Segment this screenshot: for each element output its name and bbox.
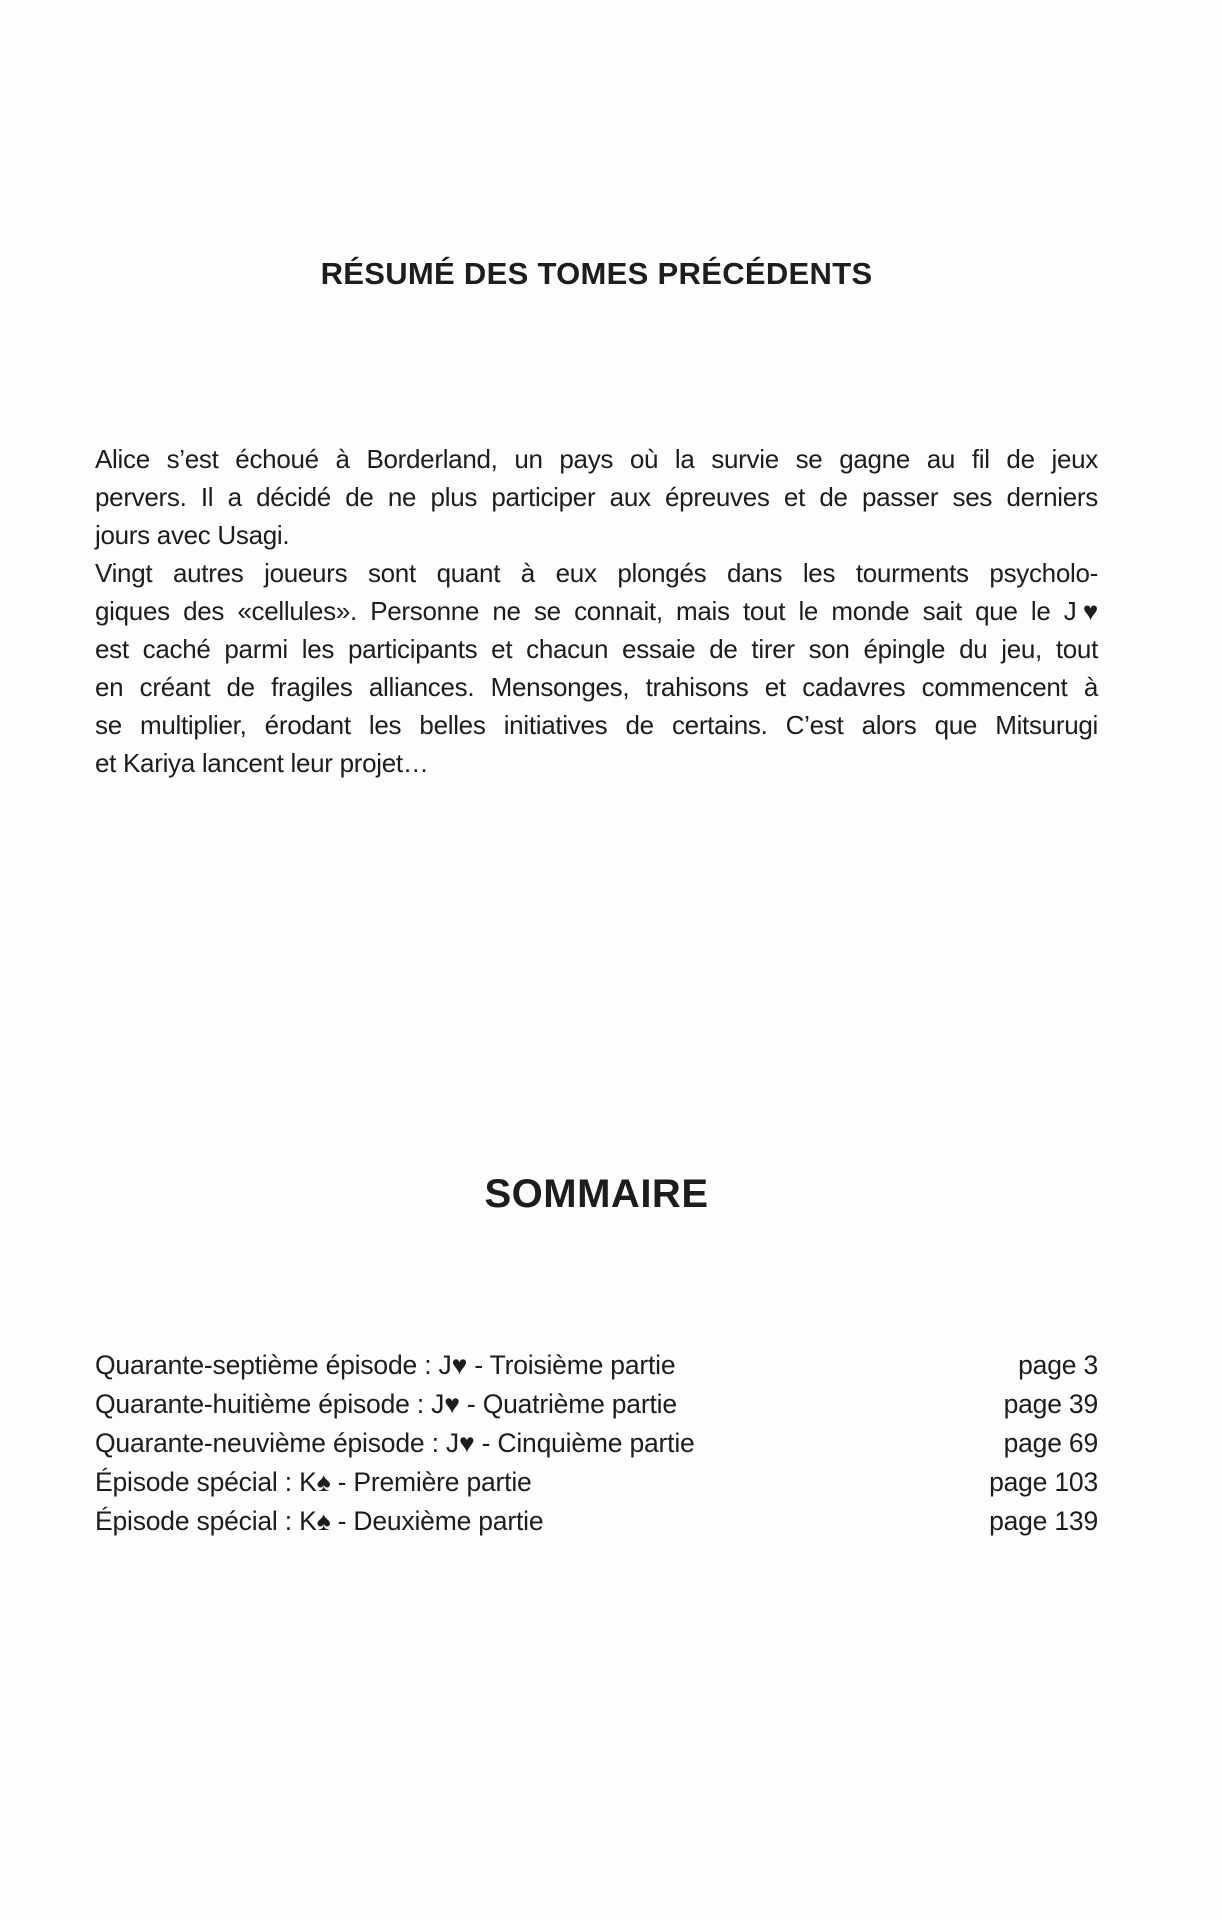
toc-entry — [95, 1346, 1098, 1385]
toc-entry-page: page 3 — [1018, 1350, 1098, 1380]
toc-entry-page: page 69 — [1003, 1428, 1098, 1458]
resume-line: Vingt autres joueurs sont quant à eux plongés dans les tourments psycholo- — [95, 558, 1098, 588]
toc-entry — [95, 1502, 1098, 1541]
toc-entry-label: Épisode spécial : K♠ - Deuxième partie — [95, 1506, 544, 1536]
toc-entry-label: Quarante-septième épisode : J♥ - Troisième partie — [95, 1350, 676, 1380]
resume-title: RÉSUMÉ DES TOMES PRÉCÉDENTS — [320, 256, 873, 291]
table-of-contents — [95, 1346, 1098, 1541]
toc-entry-label: Quarante-neuvième épisode : J♥ - Cinquième partie — [95, 1428, 695, 1458]
sommaire-title: SOMMAIRE — [484, 1172, 709, 1216]
toc-entry-label: Épisode spécial : K♠ - Première partie — [95, 1467, 532, 1497]
toc-entry-page: page 103 — [989, 1467, 1098, 1497]
resume-line: se multiplier, érodant les belles initiatives de certains. C’est alors que Mitsurugi — [95, 710, 1098, 740]
toc-entry — [95, 1385, 1098, 1424]
resume-line: pervers. Il a décidé de ne plus participer aux épreuves et de passer ses derniers — [95, 482, 1098, 512]
resume-line: en créant de fragiles alliances. Mensonges, trahisons et cadavres commencent à — [95, 672, 1098, 702]
resume-line: et Kariya lancent leur projet… — [95, 748, 429, 778]
toc-entry-page: page 139 — [989, 1506, 1098, 1536]
resume-line: jours avec Usagi. — [95, 520, 290, 550]
resume-paragraphs — [95, 440, 1098, 782]
resume-line: Alice s’est échoué à Borderland, un pays où la survie se gagne au fil de jeux — [95, 444, 1098, 474]
resume-line: giques des «cellules». Personne ne se connait, mais tout le monde sait que le J♥ — [95, 596, 1098, 626]
toc-entry — [95, 1424, 1098, 1463]
toc-entry-page: page 39 — [1003, 1389, 1098, 1419]
toc-entry-label: Quarante-huitième épisode : J♥ - Quatrième partie — [95, 1389, 677, 1419]
toc-entry — [95, 1463, 1098, 1502]
resume-line: est caché parmi les participants et chacun essaie de tirer son épingle du jeu, tout — [95, 634, 1098, 664]
